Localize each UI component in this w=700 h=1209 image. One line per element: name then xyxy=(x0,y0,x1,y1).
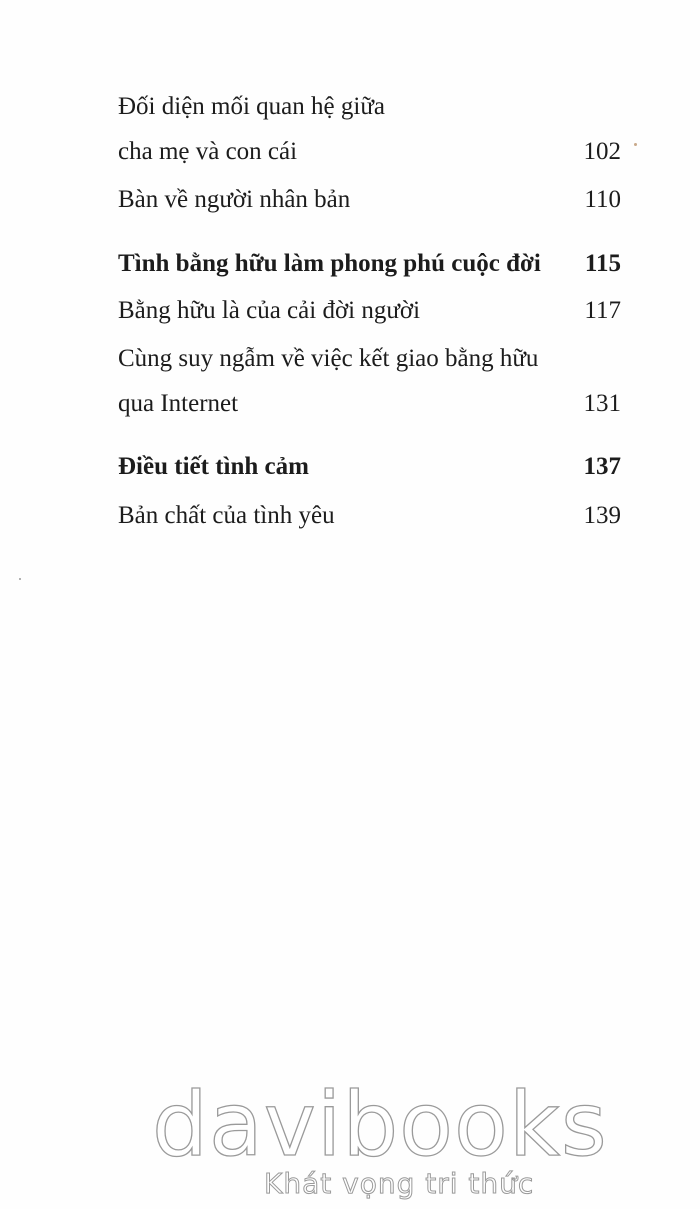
watermark-tagline: Khát vọng tri thức xyxy=(264,1167,535,1200)
toc-entry-page: 110 xyxy=(584,186,621,213)
toc-entry-page: 117 xyxy=(584,297,621,324)
toc-entry-page: 102 xyxy=(583,138,621,165)
toc-entry-page: 137 xyxy=(583,453,621,480)
toc-entry-title: cha mẹ và con cái xyxy=(118,138,298,165)
toc-entry-subtitle xyxy=(118,295,621,327)
toc-entry-subtitle xyxy=(118,500,621,532)
toc-entry-chapter xyxy=(118,248,621,280)
paper-speck xyxy=(19,578,21,580)
paper-speck xyxy=(634,143,637,146)
toc-entry-subtitle xyxy=(118,136,621,168)
toc-entry-title: Cùng suy ngẫm về việc kết giao bằng hữu xyxy=(118,345,539,372)
publisher-watermark xyxy=(150,1073,608,1205)
toc-entry-page: 131 xyxy=(583,390,621,417)
toc-entry-title: Đối diện mối quan hệ giữa xyxy=(118,93,385,120)
toc-entry-title: qua Internet xyxy=(118,390,239,417)
toc-entry-page: 115 xyxy=(584,250,621,277)
toc-entry-title: Bản chất của tình yêu xyxy=(118,502,335,529)
toc-entry-page: 139 xyxy=(583,502,621,529)
toc-entry-title: Tình bằng hữu làm phong phú cuộc đời xyxy=(118,250,541,277)
toc-entry-subtitle xyxy=(118,343,621,375)
toc-entry-title: Điều tiết tình cảm xyxy=(118,453,309,480)
toc-entry-subtitle xyxy=(118,91,621,123)
toc-entry-subtitle xyxy=(118,184,621,216)
toc-entry-title: Bàn về người nhân bản xyxy=(118,186,351,213)
toc-entry-chapter xyxy=(118,451,621,483)
watermark-brand: davibooks xyxy=(152,1073,608,1176)
toc-entry-subtitle xyxy=(118,388,621,420)
toc-entry-title: Bằng hữu là của cải đời người xyxy=(118,297,421,324)
